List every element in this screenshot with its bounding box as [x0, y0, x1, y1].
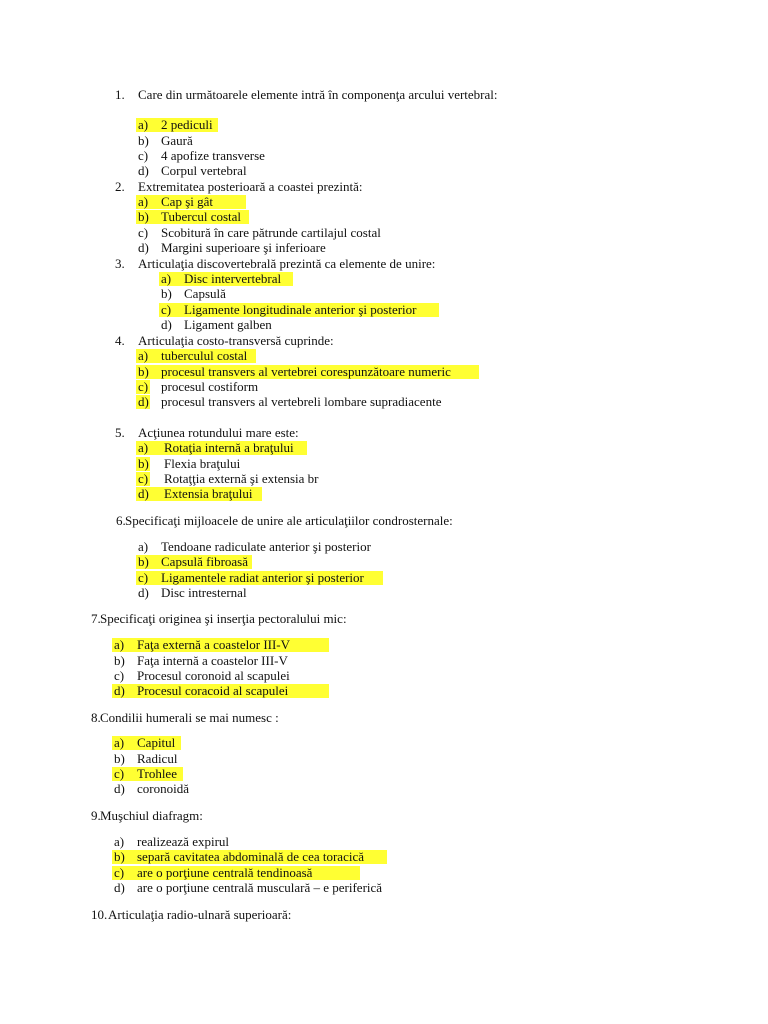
option-letter: c) [138, 471, 149, 486]
option-letter: c) [138, 379, 149, 394]
option-text: Trohlee [137, 766, 177, 781]
answer-option [0, 194, 768, 209]
answer-option [0, 683, 768, 698]
option-text: Faţa internă a coastelor III-V [137, 653, 288, 668]
option-text: Rotaţia internă a braţului [164, 440, 294, 455]
answer-option [0, 781, 768, 796]
answer-option [0, 286, 768, 301]
option-text: Procesul coracoid al scapulei [137, 683, 289, 698]
answer-option [0, 735, 768, 750]
question-text: Acţiunea rotundului mare este: [138, 425, 299, 440]
option-letter: a) [138, 117, 149, 132]
option-text: Tendoane radiculate anterior şi posterior [161, 539, 371, 554]
question-text: Articulaţia radio-ulnară superioară: [108, 907, 292, 922]
answer-option [0, 394, 768, 409]
answer-option [0, 471, 768, 486]
option-letter: d) [138, 585, 149, 600]
answer-option [0, 302, 768, 317]
answer-option [0, 440, 768, 455]
option-text: Faţa externă a coastelor III-V [137, 637, 291, 652]
answer-option [0, 486, 768, 501]
option-letter: a) [114, 637, 125, 652]
option-letter: c) [138, 148, 149, 163]
question-number: 2. [115, 179, 125, 194]
answer-option [0, 379, 768, 394]
option-text: realizează expirul [137, 834, 230, 849]
question-text: Muşchiul diafragm: [100, 808, 203, 823]
question-number: 5. [115, 425, 125, 440]
option-letter: d) [138, 163, 149, 178]
option-letter: b) [161, 286, 172, 301]
option-text: Capsulă fibroasă [161, 554, 249, 569]
answer-option [0, 751, 768, 766]
option-text: are o porţiune centrală musculară – e periferică [137, 880, 383, 895]
answer-option [0, 585, 768, 600]
option-text: Capitul [137, 735, 176, 750]
option-text: procesul costiform [161, 379, 259, 394]
question-number: 1. [115, 87, 125, 102]
option-text: tuberculul costal [161, 348, 248, 363]
answer-option [0, 554, 768, 569]
option-text: Ligamente longitudinale anterior şi posterior [184, 302, 417, 317]
option-letter: d) [138, 394, 149, 409]
question-number: 10. [91, 907, 108, 922]
answer-option [0, 880, 768, 895]
answer-option [0, 225, 768, 240]
question-text: Specificaţi mijloacele de unire ale articulaţiilor condrosternale: [125, 513, 453, 528]
question-text: Care din următoarele elemente intră în componenţa arcului vertebral: [138, 87, 498, 102]
option-letter: a) [161, 271, 172, 286]
option-letter: b) [138, 209, 149, 224]
option-letter: b) [138, 133, 149, 148]
answer-option [0, 570, 768, 585]
option-text: procesul transvers al vertebrei corespunzătoare numeric [161, 364, 451, 379]
option-text: Disc intresternal [161, 585, 247, 600]
option-letter: c) [161, 302, 172, 317]
question-text: Condilii humerali se mai numesc : [100, 710, 279, 725]
question-number: 6. [116, 513, 126, 528]
option-letter: b) [114, 653, 125, 668]
option-letter: b) [138, 456, 149, 471]
option-text: Cap şi gât [161, 194, 213, 209]
option-letter: a) [114, 834, 125, 849]
question-text: Extremitatea posterioară a coastei prezintă: [138, 179, 363, 194]
answer-option [0, 456, 768, 471]
question-text: Articulaţia discovertebrală prezintă ca elemente de unire: [138, 256, 436, 271]
option-letter: c) [114, 766, 125, 781]
answer-option [0, 117, 768, 132]
answer-option [0, 348, 768, 363]
option-letter: a) [138, 348, 149, 363]
option-letter: b) [114, 751, 125, 766]
option-text: are o porţiune centrală tendinoasă [137, 865, 313, 880]
option-text: separă cavitatea abdominală de cea toracică [137, 849, 364, 864]
option-text: Scobitură în care pătrunde cartilajul costal [161, 225, 381, 240]
option-letter: d) [138, 240, 149, 255]
answer-option [0, 317, 768, 332]
option-text: Disc intervertebral [184, 271, 282, 286]
option-letter: c) [114, 668, 125, 683]
option-text: Capsulă [184, 286, 226, 301]
answer-option [0, 271, 768, 286]
option-letter: a) [138, 194, 149, 209]
answer-option [0, 865, 768, 880]
question-number: 7. [91, 611, 101, 626]
option-text: Radicul [137, 751, 178, 766]
option-text: Margini superioare şi inferioare [161, 240, 326, 255]
option-text: Tubercul costal [161, 209, 242, 224]
answer-option [0, 637, 768, 652]
answer-option [0, 148, 768, 163]
answer-option [0, 163, 768, 178]
option-letter: c) [114, 865, 125, 880]
option-text: Procesul coronoid al scapulei [137, 668, 290, 683]
option-letter: b) [138, 364, 149, 379]
answer-option [0, 209, 768, 224]
option-text: coronoidă [137, 781, 189, 796]
option-text: 4 apofize transverse [161, 148, 265, 163]
option-text: Rotaţţia externă şi extensia br [164, 471, 319, 486]
question-number: 4. [115, 333, 125, 348]
option-letter: d) [161, 317, 172, 332]
question-number: 9. [91, 808, 101, 823]
option-text: Flexia braţului [164, 456, 241, 471]
option-letter: a) [138, 539, 149, 554]
question-text: Articulaţia costo-transversă cuprinde: [138, 333, 334, 348]
option-letter: d) [138, 486, 149, 501]
answer-option [0, 668, 768, 683]
answer-option [0, 364, 768, 379]
answer-option [0, 539, 768, 554]
option-letter: a) [114, 735, 125, 750]
option-letter: b) [138, 554, 149, 569]
question-text: Specificaţi originea şi inserţia pectoralului mic: [100, 611, 347, 626]
answer-option [0, 834, 768, 849]
option-letter: a) [138, 440, 149, 455]
option-text: Gaură [161, 133, 193, 148]
question-number: 3. [115, 256, 125, 271]
answer-option [0, 766, 768, 781]
answer-option [0, 240, 768, 255]
answer-option [0, 653, 768, 668]
option-text: Ligamentele radiat anterior şi posterior [161, 570, 364, 585]
option-letter: c) [138, 570, 149, 585]
answer-option [0, 133, 768, 148]
answer-option [0, 849, 768, 864]
option-text: Extensia braţului [164, 486, 253, 501]
option-letter: b) [114, 849, 125, 864]
question-number: 8. [91, 710, 101, 725]
option-letter: d) [114, 880, 125, 895]
option-text: Corpul vertebral [161, 163, 247, 178]
option-letter: c) [138, 225, 149, 240]
option-text: procesul transvers al vertebreli lombare supradiacente [161, 394, 442, 409]
option-letter: d) [114, 781, 125, 796]
option-letter: d) [114, 683, 125, 698]
option-text: 2 pediculi [161, 117, 213, 132]
option-text: Ligament galben [184, 317, 272, 332]
